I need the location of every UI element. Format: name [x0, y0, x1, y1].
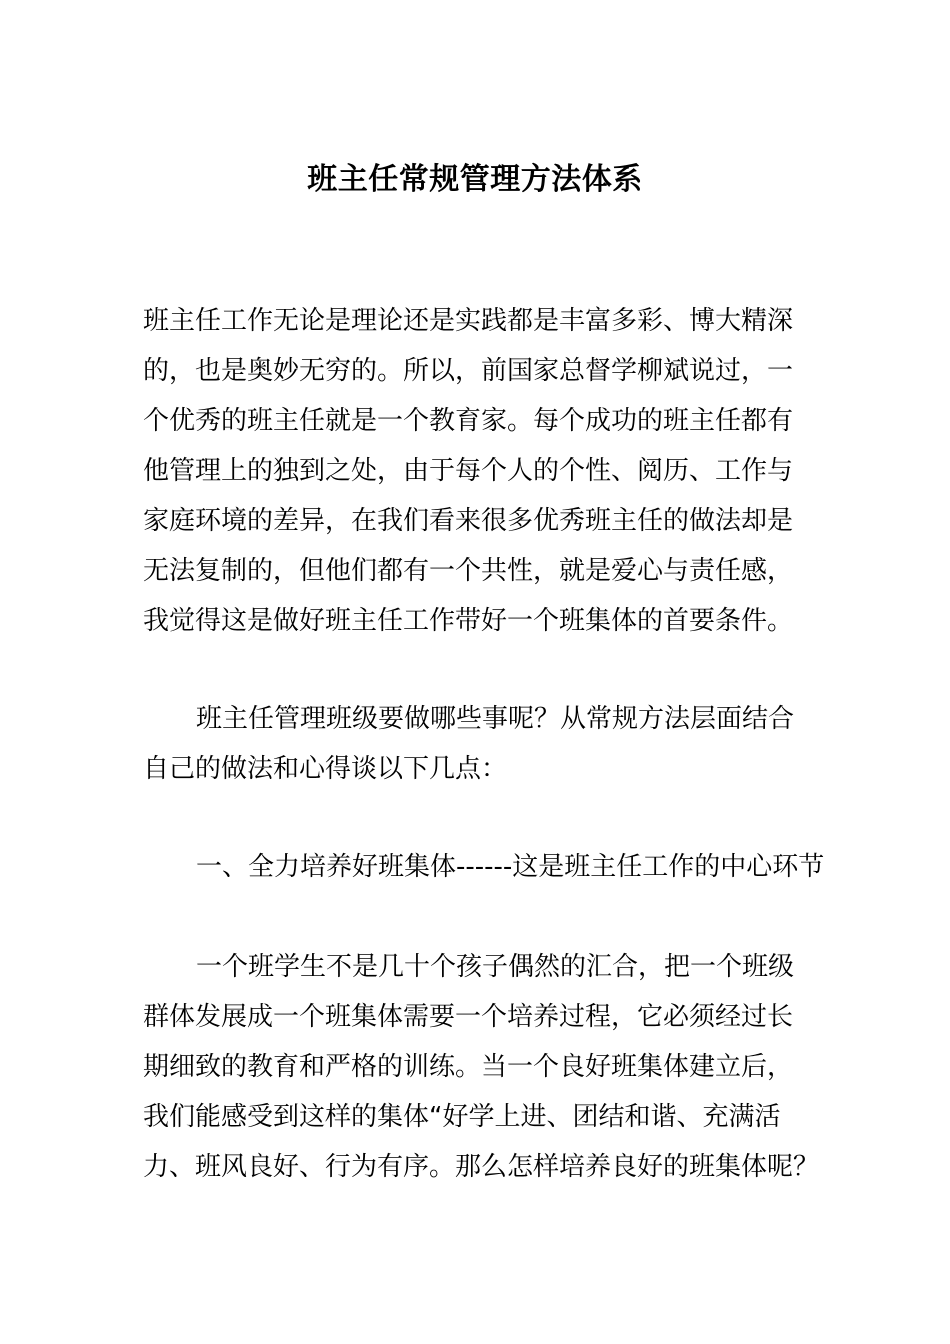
- text-line: 我觉得这是做好班主任工作带好一个班集体的首要条件。: [143, 606, 794, 636]
- text-line: 的，也是奥妙无穷的。所以，前国家总督学柳斌说过，一: [143, 356, 794, 386]
- section-heading-1: [143, 842, 825, 892]
- text-line: 无法复制的，但他们都有一个共性，就是爱心与责任感，: [143, 556, 794, 586]
- text-line: 我们能感受到这样的集体“好学上进、团结和谐、充满活: [143, 1102, 781, 1132]
- page-title: 班主任常规管理方法体系: [307, 162, 643, 197]
- text-line: 群体发展成一个班集体需要一个培养过程，它必须经过长: [143, 1002, 794, 1032]
- paragraph-question: [143, 694, 811, 794]
- text-line: 力、班风良好、行为有序。那么怎样培养良好的班集体呢？: [143, 1152, 820, 1182]
- paragraph-intro: [143, 296, 811, 646]
- text-line: 班主任工作无论是理论还是实践都是丰富多彩、博大精深: [143, 306, 794, 336]
- text-line: 自己的做法和心得谈以下几点：: [143, 754, 508, 784]
- paragraph-section-1: [143, 942, 820, 1192]
- text-line: 一个班学生不是几十个孩子偶然的汇合，把一个班级: [196, 952, 795, 982]
- text-line: 他管理上的独到之处，由于每个人的个性、阅历、工作与: [143, 456, 794, 486]
- text-line: 班主任管理班级要做哪些事呢？从常规方法层面结合: [196, 704, 795, 734]
- text-line: 家庭环境的差异，在我们看来很多优秀班主任的做法却是: [143, 506, 794, 536]
- text-line: 一、全力培养好班集体------这是班主任工作的中心环节: [196, 852, 825, 882]
- text-line: 期细致的教育和严格的训练。当一个良好班集体建立后，: [143, 1052, 794, 1082]
- text-line: 个优秀的班主任就是一个教育家。每个成功的班主任都有: [143, 406, 794, 436]
